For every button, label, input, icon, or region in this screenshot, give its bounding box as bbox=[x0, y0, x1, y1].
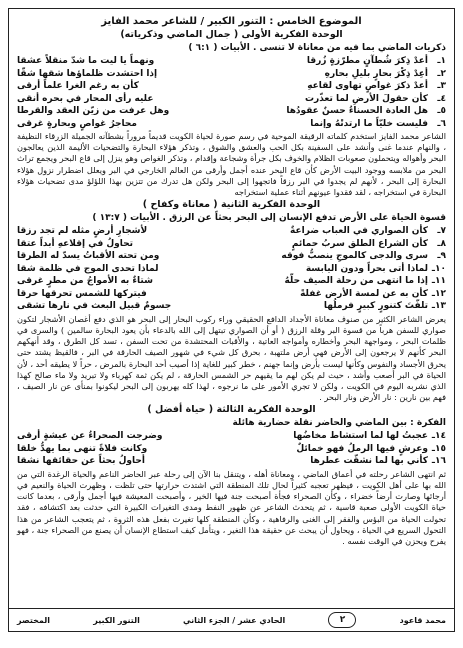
verse-line bbox=[17, 238, 446, 251]
verse-second-hemistich: محاجرُ غواصٍ وبحارةٍ غرقى bbox=[17, 118, 137, 129]
verse-second-hemistich: لماذا تحدى الموج في ظلمة شقا bbox=[17, 263, 159, 274]
idea-subheading-2: قسوة الحياة على الأرض تدفع الإنسان إلى البحر بحثاً عن الرزق . الأبيات ( ١٣:٧ ) bbox=[92, 213, 446, 224]
verse-second-hemistich: إذا احتشدت ظلماؤها شقها شقّا bbox=[17, 68, 158, 79]
verse-line bbox=[17, 80, 446, 93]
verse-second-hemistich: فيتركها للشمس تحرقها حرقا bbox=[17, 288, 147, 299]
verse-line bbox=[17, 263, 446, 276]
verses-group-2 bbox=[17, 225, 446, 313]
verse-first-hemistich: كأن الصواري في العباب ضراعةٌ bbox=[290, 226, 428, 237]
verse-second-hemistich: شتاءٌ به الأمواجُ من مطرٍ غرقى bbox=[17, 276, 153, 287]
verse-first-hemistich: إذا ما انتهى من رحلة الصيف حلّهُ bbox=[284, 276, 428, 287]
footer-grade: الحادي عشر / الجزء الثاني bbox=[183, 615, 286, 625]
verse-first-hemistich: لماذا أتى بحراً ودون اليابسة bbox=[305, 263, 428, 274]
verse-first-hemistich: تلفّتَ كتنورٍ كبيرٍ فرملُها bbox=[323, 301, 428, 312]
verse-first-hemistich: عجبتُ لها لما استشاط مخاضُها bbox=[293, 431, 428, 442]
verse-second-hemistich: عليه رأى المحار في بحره أنقى bbox=[17, 93, 154, 104]
verse-number: ١٣ـ bbox=[431, 301, 446, 312]
verse-number: ٤ـ bbox=[437, 93, 446, 104]
footer-author: محمد قاعود bbox=[399, 615, 446, 625]
verse-first-hemistich: كأن الشراع الطلق سربُ حمائمٍ bbox=[291, 238, 428, 249]
verse-second-hemistich: ونهماً يا ليت ما شدّ منقلاً عشقا bbox=[17, 56, 155, 66]
footer-lesson: التنور الكبير bbox=[93, 615, 140, 625]
verse-second-hemistich: جسومٌ قبيل البعث في نارها تشقى bbox=[17, 301, 172, 312]
idea-heading-3: الوحدة الفكرية الثالثة ( حياة أفضل ) bbox=[147, 404, 316, 416]
verse-number: ٩ـ bbox=[437, 251, 446, 262]
verse-first-hemistich: هل العادة الحسناءُ حسنٌ عقودُها bbox=[286, 106, 428, 116]
verse-line bbox=[17, 430, 446, 443]
footer-brand: المختصر bbox=[17, 615, 51, 625]
verse-line bbox=[17, 288, 446, 301]
idea-subheading-3: الفكرة : بين الماضي والحاضر نقلة حضارية هائلة bbox=[232, 418, 446, 429]
idea-heading-2: الوحدة الفكرية الثانية ( معاناة وكفاح ) bbox=[142, 199, 321, 211]
verse-number: ١٦ـ bbox=[431, 456, 446, 467]
verses-group-3 bbox=[17, 430, 446, 468]
verse-line bbox=[17, 68, 446, 81]
verse-line bbox=[17, 275, 446, 288]
verse-line bbox=[17, 118, 446, 131]
verse-number: ١٥ـ bbox=[431, 443, 446, 454]
verse-second-hemistich: كأن به رغم الغرا علماً أرقى bbox=[17, 81, 139, 91]
verse-number: ٧ـ bbox=[437, 226, 446, 237]
page-number: ٢ bbox=[328, 612, 356, 628]
verse-line bbox=[17, 300, 446, 313]
verse-second-hemistich: تحاولُ في إقلاعهِ أبداً عتقا bbox=[17, 238, 134, 249]
verse-second-hemistich: وكانت فلاةً تنهى بما يهدُّ خلقا bbox=[17, 443, 148, 454]
verse-first-hemistich: أعِدْ ذِكْرَ بحارٍ بليلِ بحارهِ bbox=[324, 68, 428, 79]
verse-number: ١ـ bbox=[437, 56, 446, 66]
verse-second-hemistich: لأشجارِ أرضٍ مثله لم تجد رزقا bbox=[17, 226, 148, 237]
verse-second-hemistich: وضرجت الصحراءُ عن عيشةٍ أرقى bbox=[17, 431, 163, 442]
verse-line bbox=[17, 105, 446, 118]
verse-number: ٣ـ bbox=[437, 81, 446, 91]
verse-line bbox=[17, 455, 446, 468]
idea-subheading-1: ذكريات الماضي بما فيه من معاناة لا تنسى . الأبيات ( ٦:١ ) bbox=[188, 43, 446, 53]
verse-second-hemistich: ومن تحته الأقباتُ يسدّ له الطرقا bbox=[17, 251, 160, 262]
verse-number: ١٢ـ bbox=[431, 288, 446, 299]
verse-first-hemistich: وعرشٍ فيها الرملُ فهو خمائلٌ bbox=[296, 443, 428, 454]
idea-heading-1: الوحدة الفكرية الأولى ( جمال الماضي وذكرياته) bbox=[120, 29, 343, 40]
verse-first-hemistich: كأن حقولَ الأرضِ لما تعذّرت bbox=[305, 93, 428, 104]
verse-line bbox=[17, 93, 446, 106]
explanation-paragraph-1: الشاعر محمد الفايز استخدم كلماته الرقيقة الموحية في رسم صورة لحياة الكويت قديماً مروراً بشطآنه الجميلة الزرقاء النظيفة ، والنهام عندما غنى وأنشد على السفينة بكل الحب والعشق والشوق ، وتذكر هؤلاء البحارة والتضحيات الأليمة الذين يعالجون البحر وأهواله ويتحملون صعوبات الظلام والخوف بكل جرأة وشجاعة وإقدام ، وتذكر الغواص وهو ينزل إلى قاع البحر ويجمع تراث البحر من ملابسه ووجود البيت الأرض كأن قاع البحر عنده أجمل وأرقى من العالم الخارجي في البر ويعلل اضطرار نزول هؤلاء البحارة إلى البحر ، لأنهم لم يجدوا في البر رزقاً فاتجهوا إلى البحر ولكن هل تدرك من تتزين بهذا اللؤلؤ مدى تضحيات هؤلاء البحارة في استخراجه ، لقد فقدوا عيونهم أثناء عملية استخراجه bbox=[17, 131, 446, 198]
page-footer bbox=[9, 608, 454, 631]
verse-line bbox=[17, 443, 446, 456]
explanation-paragraph-3: ثم انتهى الشاعر رحلته في أعماق الماضي ، ومعاناة أهله ، ويتنقل بنا الآن إلى رحلة عبر الحاضر الناعم والحياة الرغدة التي من الله بها على أهل الكويت ، فيظهر تعجبه كثيراً لحال تلك المنطقة التي اشتدت حرارتها حتى تلظت ، وظهرت الحياة والنعيم في أرجائها وصارت أرضاً خضراء ، وكأن الصحراء فجأة أصبحت جنة فيها الخير ، وأصبحت المعيشة فيها أجمل وأرقى ، بعدما كانت حياة الكويت الأولى صعبة قاسية ، ثم يتحدث الشاعر عن ظهور النفط ومدى التغيرات الكبيرة التي حدثت بعد اكتشافه ، فقد تحولت الحياة من البؤس والفقر إلى الغنى والرفاهية ، وكأن المنطقة كلها تغيرت بفعل هذه الثروة ، ثم يتعجب الشاعر من هذا التحول السريع في الحياة ، ويحاول أن يبحث عن حقيقة هذا التغير ، ويتأمل كيف استطاع الإنسان أن يصنع من الصحراء جنة ، فهو يفرح ويحزن في الوقت نفسه . bbox=[17, 468, 446, 547]
verse-number: ١٤ـ bbox=[431, 431, 446, 442]
verse-number: ٦ـ bbox=[437, 118, 446, 129]
document-page bbox=[8, 8, 455, 632]
verse-first-hemistich: سرى والدجى كالموجِ ينصبُّ فوقه bbox=[281, 251, 428, 262]
verse-second-hemistich: أحاولُ بحثاً عن حقائقها نشقا bbox=[17, 456, 145, 467]
verse-number: ٢ـ bbox=[437, 68, 446, 79]
verse-number: ١٠ـ bbox=[431, 263, 446, 274]
verse-first-hemistich: أعدْ ذكرَ غواصٍ تهاوى لقاعهِ bbox=[307, 81, 428, 91]
verse-line bbox=[17, 225, 446, 238]
verse-number: ٨ـ bbox=[437, 238, 446, 249]
verse-line bbox=[17, 250, 446, 263]
verse-number: ٥ـ bbox=[437, 106, 446, 116]
lesson-title: الموضوع الخامس : التنور الكبير / للشاعر محمد الفايز bbox=[101, 16, 362, 27]
verse-first-hemistich: كأني بها لما نشقّت عطرها bbox=[310, 456, 428, 467]
verses-group-1 bbox=[17, 55, 446, 130]
verse-first-hemistich: أعدْ ذِكرَ شُطآنٍ مطرّزةٍ زُرقا bbox=[306, 56, 428, 66]
verse-line bbox=[17, 55, 446, 68]
verse-first-hemistich: كأن به عن لمسة الأرض غفلةً bbox=[300, 288, 428, 299]
verse-first-hemistich: فليست خليّاً ما ارتدتْهُ وإنما bbox=[310, 118, 428, 129]
verse-number: ١١ـ bbox=[431, 276, 446, 287]
verse-second-hemistich: وهل عرفت من زيّن العقد والقرطا bbox=[17, 106, 170, 116]
explanation-paragraph-2: يعرض الشاعر الكثير من صنوف معاناة الأجداد الدافع الحقيقي وراء ركوب البحار إلى البحر هو الذي دفع أغصان الأشجار لتكون صواري للسفن هرباً من قسوة البر وقلة الرزق ( أو أن الصواري تبتهل إلى الله بالدعاء بأن يعود البحارة سالمين ) والسرى في ظلمات البحر ، ومواجهة البحر وأخطاره وأمواجه العاتية ، والأقبات المحتشدة من تحت السفن ، تسد كل الطرق ، وقد أنهكهم البحر كأنهم لا يرجعون إلى الأرض فهي أرض ملتهبة ، بحرق كل شيء في شهور الصيف الحارقة في البر ، فالقيظ يشتد حتى يحرق الأجساد والنفوس وكأنها ليست بأرض وإنما جهنم ، خطر كبير للغاية إذا أصيب أحد البحارة بالمرض ، حراً لا يطيقه أحد ، لأن الحياة في البر أصعب وأشد ، حيث لم يكن لهم ما يقيهم حر الشمس الحارقة ، لم يكن ثمة كهرباء ولا تبريد ولا ماء صالح كهذا الذي نشربه اليوم في الكويت ، ولكن لا تجري الأمور على ما نرجوه ، لهذا كله يهربون إلى البحر ليكونوا بمنأى عن نار الصيف ، فهم بين نارين : نار الأرض ونار البحر . bbox=[17, 313, 446, 403]
